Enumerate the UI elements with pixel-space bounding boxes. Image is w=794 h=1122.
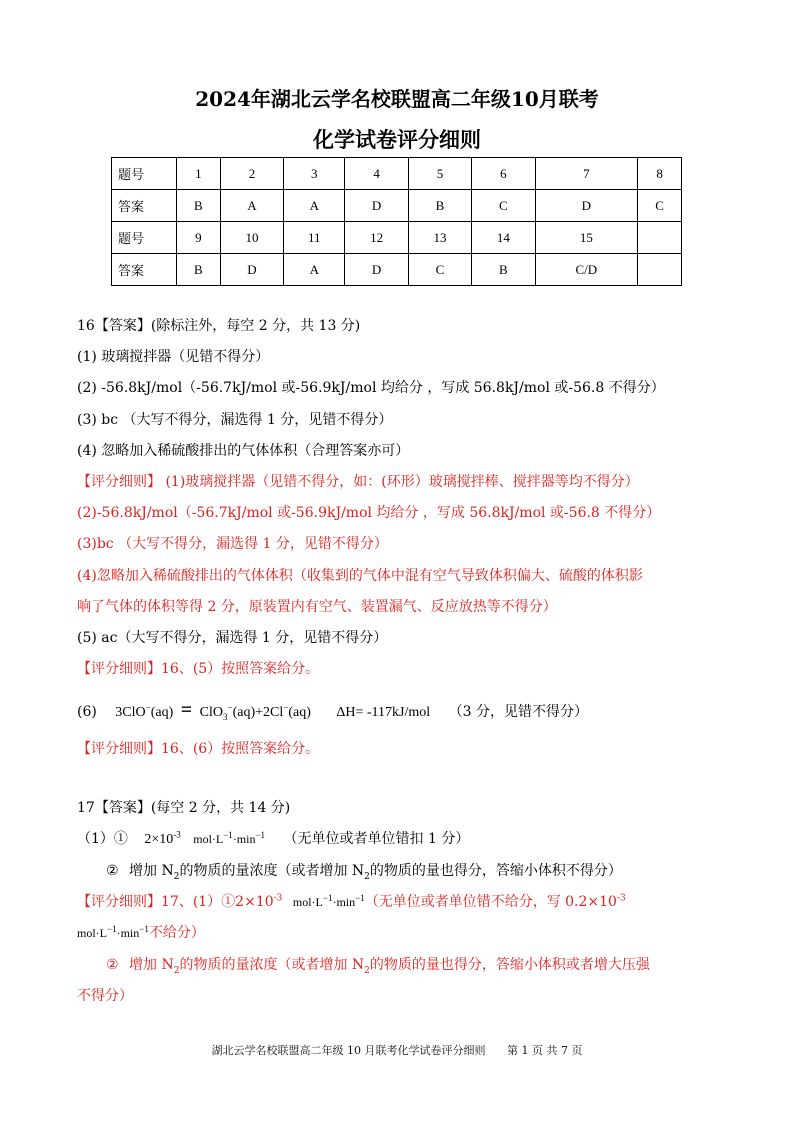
answer-table-cell: B	[408, 190, 471, 222]
eq-product-1-charge: −	[227, 702, 233, 713]
r2-text-2: 的物质的量浓度（或者增加 N	[179, 957, 365, 973]
r2-text-3: 的物质的量也得分，答缩小体积或者增大压强	[369, 957, 650, 973]
answer-table-cell: 12	[345, 222, 408, 254]
answer-table-cell: 13	[408, 222, 471, 254]
answer-table-cell: D	[345, 254, 408, 286]
eq-product-2-state: (aq)	[288, 705, 311, 720]
r1b-unit: mol·L	[77, 926, 107, 940]
q17-a1-prefix: （1）①	[77, 831, 128, 847]
r1-exponent: -3	[273, 893, 283, 904]
answer-table-cell: A	[284, 190, 345, 222]
answer-table-cell: B	[177, 190, 221, 222]
r1-note: （无单位或者单位错不给分，写 0.2×10	[364, 894, 617, 910]
a1-value: 2×10	[144, 832, 174, 847]
q17-rule-1	[77, 893, 626, 911]
answer-table-row	[112, 158, 682, 190]
a1-exponent: -3	[173, 829, 181, 840]
eq-reactant-charge: −	[145, 702, 151, 713]
answer-table-cell	[638, 222, 682, 254]
answer-table-cell: 6	[472, 158, 535, 190]
answer-table-row	[112, 254, 682, 286]
r1b-unit-exp2: −1	[139, 924, 149, 934]
r1b-text: 不给分）	[148, 925, 205, 941]
q16-rule-1: 【评分细则】 (1)玻璃搅拌器（见错不得分，如：(环形）玻璃搅拌棒、搅拌器等均不得分）	[77, 474, 639, 490]
q17-a2-prefix: ②	[106, 863, 119, 879]
q16-answer-4: (4) 忽略加入稀硫酸排出的气体体积（合理答案亦可）	[77, 443, 410, 459]
q17-rule-2b: 不得分）	[77, 988, 133, 1004]
q17-rule-1b	[77, 924, 205, 942]
answer-table-cell: B	[177, 254, 221, 286]
answer-table-cell: C	[472, 190, 535, 222]
a2-sub-2: 2	[364, 871, 370, 882]
answer-table-cell: C	[408, 254, 471, 286]
answer-table-cell: B	[472, 254, 535, 286]
a1-unit-mid: ·min	[232, 832, 256, 846]
answer-table-cell: 4	[345, 158, 408, 190]
r2-sub-2: 2	[364, 965, 370, 976]
q16-rule-5: 【评分细则】16、(5）按照答案给分。	[77, 661, 320, 677]
q16-rule-4a: (4)忽略加入稀硫酸排出的气体体积（收集到的气体中混有空气导致体积偏大、硫酸的体积影	[77, 568, 643, 584]
r2-sub-1: 2	[173, 965, 180, 976]
answer-table-row	[112, 190, 682, 222]
answer-table-row-label: 题号	[112, 158, 177, 190]
answer-table-cell: 9	[177, 222, 221, 254]
footer-text: 湖北云学名校联盟高二年级 10 月联考化学试卷评分细则	[211, 1044, 486, 1057]
eq-product-2: +2Cl	[255, 705, 284, 720]
r1-unit: mol·L	[292, 895, 323, 909]
q16-rule-4b: 响了气体的体积等得 2 分，原装置内有空气、装置漏气、反应放热等不得分）	[77, 599, 557, 615]
a2-text-3: 的物质的量也得分，答缩小体积不得分）	[369, 863, 622, 879]
answer-table-cell: D	[535, 190, 638, 222]
answer-table-row-label: 答案	[112, 254, 177, 286]
answer-table-cell: 5	[408, 158, 471, 190]
r1-label: 【评分细则】17、(1）①2×10	[77, 894, 274, 910]
a2-text-2: 的物质的量浓度（或者增加 N	[179, 863, 365, 879]
r1b-unit-exp1: −1	[107, 924, 117, 934]
a1-unit: mol·L	[193, 832, 224, 846]
q16-header: 16【答案】(除标注外，每空 2 分，共 13 分)	[77, 318, 361, 334]
r1-unit-exp1: −1	[322, 893, 333, 903]
a2-text-1: 增加 N	[129, 863, 174, 879]
eq-product-1-state: (aq)	[232, 705, 256, 720]
r1b-unit-group	[77, 926, 149, 940]
answer-table-cell	[638, 254, 682, 286]
answer-table-cell: A	[284, 254, 345, 286]
answer-table-cell: 3	[284, 158, 345, 190]
answer-table-cell: A	[220, 190, 283, 222]
q17-answer-1	[77, 830, 469, 849]
eq-reactant-state: (aq)	[150, 705, 174, 720]
chemical-equation	[115, 699, 314, 722]
q17-rule-2	[106, 956, 650, 974]
a2-sub-1: 2	[173, 871, 180, 882]
q16-answer-2: (2) -56.8kJ/mol（-56.7kJ/mol 或-56.9kJ/mol 均给分 ，写成 56.8kJ/mol 或-56.8 不得分）	[77, 380, 665, 396]
q16-a6-label: (6)	[77, 704, 97, 720]
q16-answer-6	[77, 701, 588, 722]
footer-page-number: 第 1 页 共 7 页	[507, 1044, 583, 1057]
answer-table-cell: 7	[535, 158, 638, 190]
enthalpy-value: ΔH= -117kJ/mol	[336, 705, 431, 720]
r2-text-1: 增加 N	[129, 957, 174, 973]
answer-table-cell: 14	[472, 222, 535, 254]
r2-prefix: ②	[106, 957, 119, 973]
r1b-unit-mid: ·min	[116, 926, 140, 940]
a1-unit-exp1: −1	[223, 830, 233, 840]
answer-table-cell: C/D	[535, 254, 638, 286]
q16-rule-2: (2)-56.8kJ/mol（-56.7kJ/mol 或-56.9kJ/mol 均给分 ，写成 56.8kJ/mol 或-56.8 不得分）	[77, 505, 661, 521]
answer-table-cell: 8	[638, 158, 682, 190]
eq-product-1-sub: 3	[223, 711, 228, 722]
answer-table-cell: C	[638, 190, 682, 222]
q16-answer-1: (1) 玻璃搅拌器（见错不得分）	[77, 349, 270, 365]
answer-table-cell: 15	[535, 222, 638, 254]
eq-equals: =	[180, 699, 193, 721]
eq-product-2-charge: −	[283, 702, 289, 713]
answer-table-row-label: 题号	[112, 222, 177, 254]
answer-table-cell: 10	[220, 222, 283, 254]
q16-answer-5: (5) ac（大写不得分，漏选得 1 分，见错不得分）	[77, 630, 388, 646]
q17-header: 17【答案】(每空 2 分，共 14 分)	[77, 800, 291, 816]
q16-rule-6: 【评分细则】16、(6）按照答案给分。	[77, 741, 320, 757]
a1-unit-exp2: −1	[255, 830, 266, 840]
q17-a1-note: （无单位或者单位错扣 1 分）	[283, 831, 470, 847]
answer-table-cell: D	[345, 190, 408, 222]
answer-table-cell: 1	[177, 158, 221, 190]
answer-table-cell: 11	[284, 222, 345, 254]
q16-answer-3: (3) bc （大写不得分，漏选得 1 分，见错不得分）	[77, 412, 393, 428]
exam-title: 2024年湖北云学名校联盟高二年级10月联考	[195, 87, 599, 111]
r1-note-exp: -3	[616, 893, 626, 904]
answer-table	[111, 157, 682, 286]
eq-product-1: ClO	[199, 705, 224, 720]
answer-table-row-label: 答案	[112, 190, 177, 222]
exam-subtitle: 化学试卷评分细则	[313, 127, 481, 152]
q17-a1-value	[144, 829, 181, 847]
eq-reactant: 3ClO	[115, 705, 146, 720]
q17-a1-unit	[193, 832, 265, 846]
page-footer	[0, 1044, 794, 1058]
answer-table-cell: D	[220, 254, 283, 286]
q17-answer-2	[106, 862, 622, 880]
r1-unit-mid: ·min	[332, 895, 356, 909]
q16-rule-3: (3)bc （大写不得分，漏选得 1 分，见错不得分）	[77, 536, 388, 552]
answer-table-row	[112, 222, 682, 254]
r1-unit-exp2: −1	[355, 893, 365, 903]
q16-a6-note: （3 分，见错不得分）	[448, 704, 588, 720]
r1-unit-group	[293, 895, 365, 909]
answer-table-cell: 2	[220, 158, 283, 190]
